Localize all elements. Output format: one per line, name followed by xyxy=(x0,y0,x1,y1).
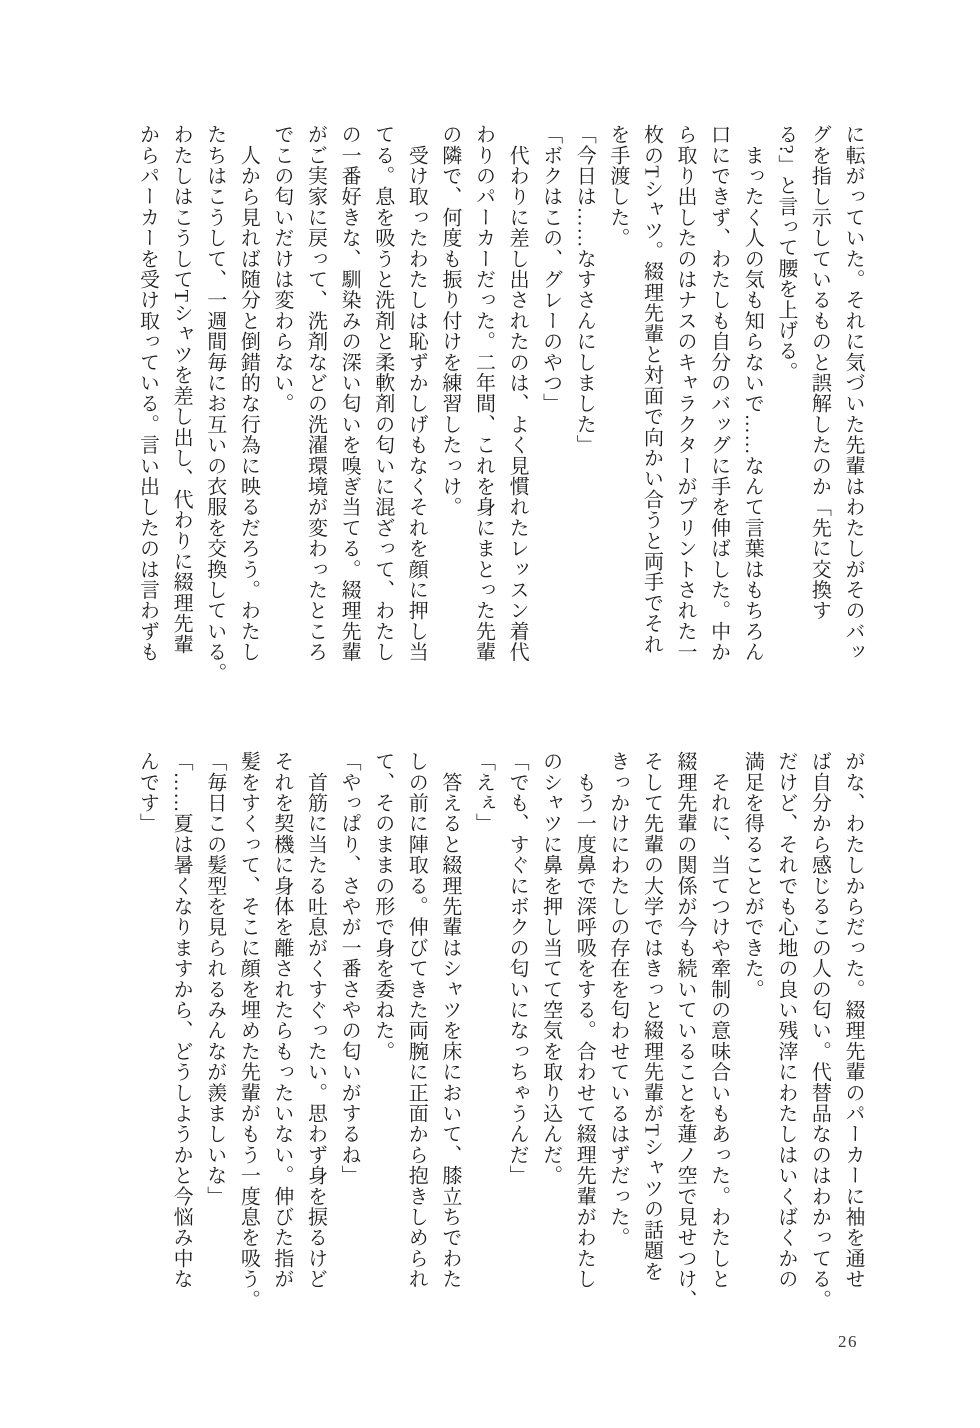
text-column: 「……夏は暑くなりますから、どうしようかと今悩み中な xyxy=(170,751,193,1290)
text-column: のシャツに鼻を押し当てて空気を取り込んだ。 xyxy=(539,751,562,1186)
text-column: に転がっていた。それに気づいた先輩はわたしがそのバッ xyxy=(842,124,864,663)
text-column: 「毎日この髪型を見られるみんなが羨ましいな」 xyxy=(203,751,226,1207)
text-column: たちはこうして、一週間毎にお互いの衣服を交換している。 xyxy=(203,124,226,683)
text-column: 「えぇ」 xyxy=(472,751,495,834)
text-column: でこの匂いだけは変わらない。 xyxy=(270,124,293,414)
text-column: てる。息を吸うと洗剤と柔軟剤の匂いに混ざって、わたし xyxy=(371,124,394,663)
text-column: 「今日は……なすさんにしました」 xyxy=(573,124,596,456)
text-column: 受け取ったわたしは恥ずかしげもなくそれを顔に押し当 xyxy=(405,124,428,663)
text-column: からパーカーを受け取っている。言い出したのは言わずも xyxy=(136,124,159,663)
text-column: 満足を得ることができた。 xyxy=(741,751,764,1000)
text-column: わりのパーカーだった。二年間、これを身にまとった先輩 xyxy=(472,124,495,663)
text-column: の一番好きな、馴染みの深い匂いを嗅ぎ当てる。綴理先輩 xyxy=(338,124,361,663)
text-column: 綴理先輩の関係が今も続いていることを蓮ノ空で見せつけ、 xyxy=(674,751,697,1310)
text-column: 人から見れば随分と倒錯的な行為に映るだろう。わたし xyxy=(237,124,260,663)
text-column: ば自分から感じるこの人の匂い。代替品なのはわかってる。 xyxy=(808,751,831,1310)
text-column: る?」と言って腰を上げる。 xyxy=(774,124,797,382)
text-column: て、そのままの形で身を委ねた。 xyxy=(371,751,394,1062)
text-column: きっかけにわたしの存在を匂わせているはずだった。 xyxy=(606,751,629,1248)
text-column: がご実家に戻って、洗剤などの洗濯環境が変わったところ xyxy=(304,124,327,663)
text-column: わたしはこうしてTシャツを差し出し、代わりに綴理先輩 xyxy=(170,124,193,655)
text-column: 「やっぱり、さやが一番さやの匂いがするね」 xyxy=(338,751,361,1186)
text-column: グを指し示しているものと誤解したのか「先に交換す xyxy=(808,124,831,621)
text-column: がな、わたしからだった。綴理先輩のパーカーに袖を通せ xyxy=(842,751,864,1290)
bottom-text-block xyxy=(130,751,869,1337)
text-column: しの前に陣取る。伸びてきた両腕に正面から抱きしめられ xyxy=(405,751,428,1290)
text-column: 代わりに差し出されたのは、よく見慣れたレッスン着代 xyxy=(506,124,529,663)
text-column: 首筋に当たる吐息がくすぐったい。思わず身を捩るけど xyxy=(304,751,327,1290)
text-column: それに、当てつけや牽制の意味合いもあった。わたしと xyxy=(707,751,730,1290)
page-number: 26 xyxy=(838,1332,858,1351)
text-column: の隣で、何度も振り付けを練習したっけ。 xyxy=(438,124,461,518)
text-column: んです」 xyxy=(136,751,159,834)
text-column: そして先輩の大学ではきっと綴理先輩がTシャツの話題を xyxy=(640,751,663,1282)
text-column: ら取り出したのはナスのキャラクターがプリントされた一 xyxy=(674,124,697,663)
text-column: を手渡した。 xyxy=(606,124,629,249)
text-column: 答えると綴理先輩はシャツを床において、膝立ちでわた xyxy=(438,751,461,1290)
text-column: 口にできず、わたしも自分のバッグに手を伸ばした。中か xyxy=(707,124,730,663)
text-column: それを契機に身体を離されたらもったいない。伸びた指が xyxy=(270,751,293,1290)
text-column: まったく人の気も知らないで……なんて言葉はもちろん xyxy=(741,124,764,663)
text-column: だけど、それでも心地の良い残滓にわたしはいくばくかの xyxy=(774,751,797,1290)
top-text-block xyxy=(130,124,869,710)
text-column: 髪をすくって、そこに顔を埋めた先輩がもう一度息を吸う。 xyxy=(237,751,260,1310)
text-column: 枚のTシャツ。綴理先輩と対面で向かい合うと両手でそれ xyxy=(640,124,663,655)
text-column: 「ボクはこの、グレーのやつ」 xyxy=(539,124,562,414)
text-column: 「でも、すぐにボクの匂いになっちゃうんだ」 xyxy=(506,751,529,1186)
text-column: もう一度鼻で深呼吸をする。合わせて綴理先輩がわたし xyxy=(573,751,596,1290)
